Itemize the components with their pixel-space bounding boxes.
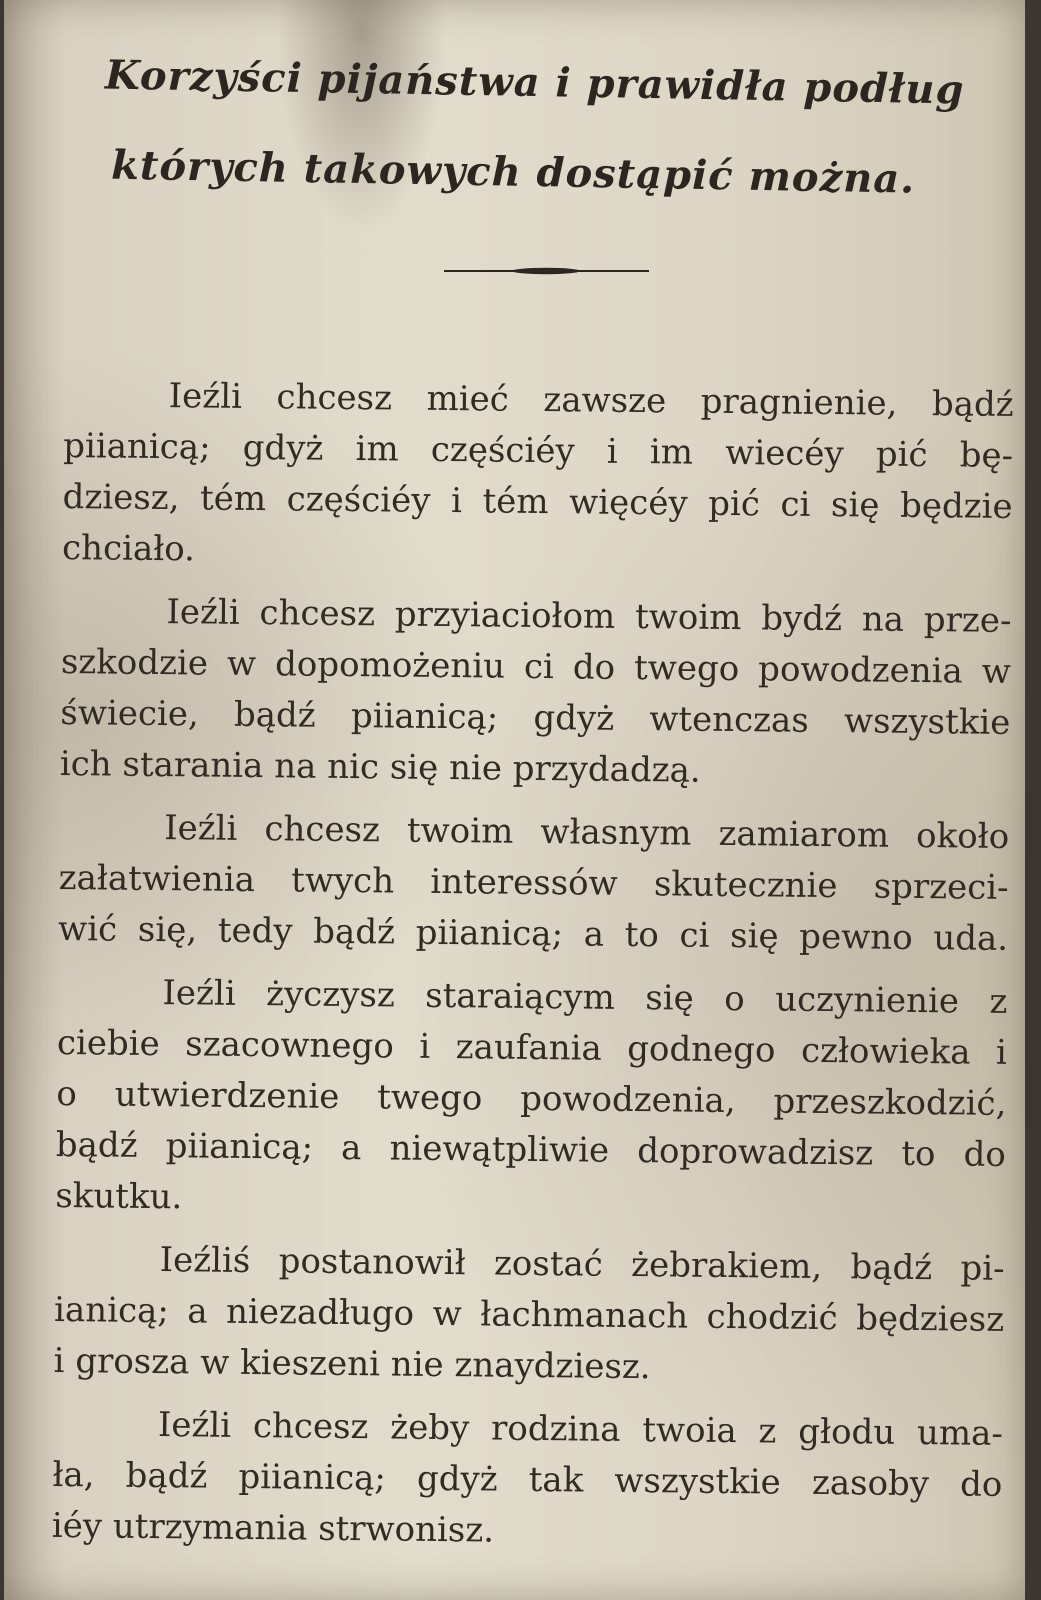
text-line: Ieźli chcesz przyiaciołom twoim bydź na prze- (166, 592, 1012, 641)
paragraph-2 (60, 586, 1012, 800)
paragraph-3 (58, 802, 1010, 965)
text-line: załatwienia twych interessów skutecznie sprzeci- (58, 857, 1009, 908)
text-line: o utwierdzenie twego powodzenia, przeszkodzić, (56, 1073, 1007, 1124)
ornamental-divider (444, 266, 649, 276)
text-line: Ieźli życzysz staraiącym się o uczynienie z (162, 973, 1008, 1022)
document-body (51, 370, 1013, 1574)
text-line: Ieźli chcesz twoim własnym zamiarom około (163, 808, 1010, 857)
text-line: ich starania na nic się nie przydadzą. (59, 743, 701, 791)
paragraph-4 (55, 967, 1008, 1232)
text-line: dziesz, tém częściéy i tém więcéy pić ci się będzie (62, 476, 1013, 527)
text-line: świecie, bądź piianicą; gdyż wtenczas wszystkie (60, 692, 1011, 743)
title-line-2: których takowych dostąpić można. (110, 141, 916, 203)
text-line: ciebie szacownego i zaufania godnego człowieka i (56, 1022, 1008, 1073)
page-title (63, 30, 1006, 226)
text-line: Ieźliś postanowił zostać żebrakiem, bądź pi- (159, 1240, 1005, 1289)
text-line: ła, bądź piianicą; gdyż tak wszystkie zasoby do (52, 1454, 1003, 1505)
text-line: Ieźli chcesz mieć zawsze pragnienie, bądź (168, 376, 1014, 425)
text-line: skutku. (55, 1175, 183, 1218)
text-line: piianicą; gdyż im częściéy i im wiecéy pić bę- (62, 425, 1014, 476)
text-line: iéy utrzymania strwonisz. (51, 1505, 495, 1551)
text-line: chciało. (61, 527, 196, 570)
text-line: i grosza w kieszeni nie znaydziesz. (53, 1340, 651, 1388)
document-page (4, 0, 1025, 1600)
text-line: Ieźli chcesz żeby rodzina twoia z głodu uma- (157, 1405, 1004, 1454)
text-line: wić się, tedy bądź piianicą; a to ci się pewno uda. (57, 908, 1009, 959)
paragraph-6 (52, 1399, 1004, 1562)
text-line: ianicą; a niezadługo w łachmanach chodzić będziesz (53, 1289, 1005, 1340)
title-line-1: Korzyści pijaństwa i prawidła podług (104, 51, 965, 114)
paragraph-5 (53, 1234, 1005, 1397)
text-line: bądź piianicą; a niewątpliwie doprowadzisz to do (55, 1124, 1007, 1175)
text-line: szkodzie w dopomożeniu ci do twego powodzenia w (60, 641, 1012, 692)
paragraph-1 (62, 370, 1014, 584)
